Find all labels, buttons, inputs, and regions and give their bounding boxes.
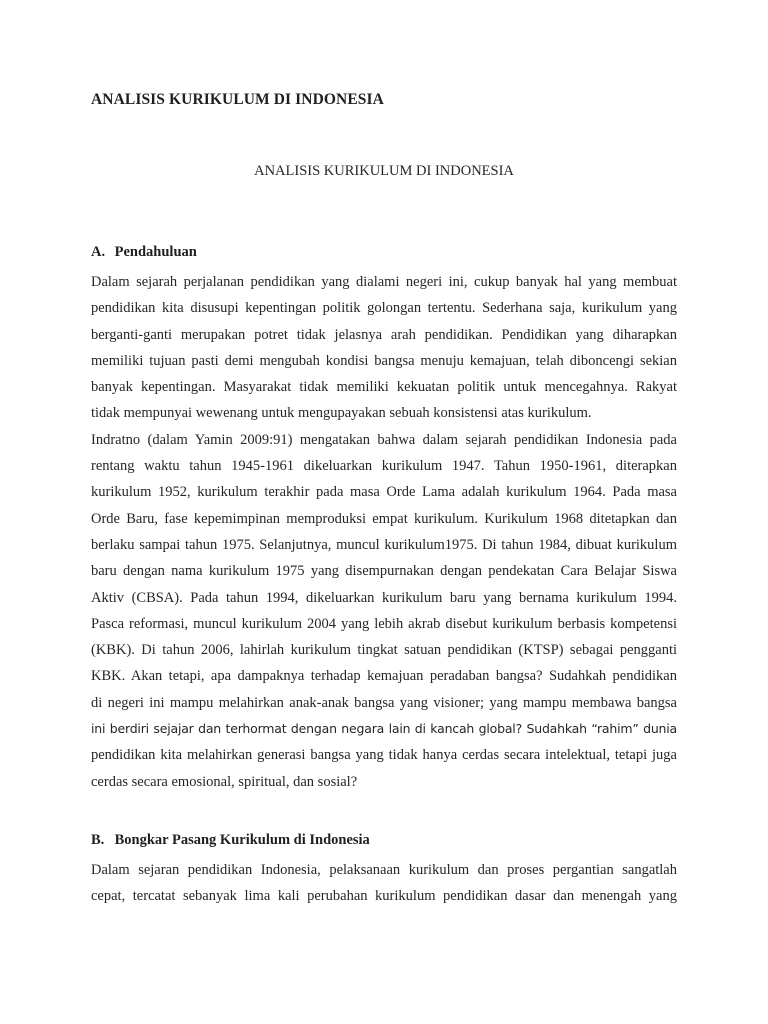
section-b-title: Bongkar Pasang Kurikulum di Indonesia <box>114 832 370 848</box>
text-line: KBK. Akan tetapi, apa dampaknya terhadap kemajuan peradaban bangsa? Sudahkah pendidikan <box>91 668 677 685</box>
text-line: berganti-ganti merupakan potret tidak jelasnya arah pendidikan. Pendidikan yang diharapkan <box>91 326 677 343</box>
section-a-title: Pendahuluan <box>114 244 197 260</box>
text-line: pendidikan kita disusupi kepentingan politik golongan tertentu. Sederhana saja, kurikulum yang <box>91 300 677 317</box>
section-b-number: B. <box>91 832 105 848</box>
text-line: pendidikan kita melahirkan generasi bangsa yang tidak hanya cerdas secara intelektual, tetapi juga <box>91 747 677 764</box>
section-b-body <box>91 857 677 910</box>
text-line: Orde Baru, fase kepemimpinan memproduksi empat kurikulum. Kurikulum 1968 ditetapkan dan <box>91 510 677 527</box>
document-subtitle: ANALISIS KURIKULUM DI INDONESIA <box>254 163 514 179</box>
text-line: rentang waktu tahun 1945-1961 dikeluarkan kurikulum 1947. Tahun 1950-1961, diterapkan <box>91 458 677 475</box>
section-b-heading <box>91 832 370 849</box>
text-line: (KBK). Di tahun 2006, lahirlah kurikulum tingkat satuan pendidikan (KTSP) sebagai pengganti <box>91 642 677 659</box>
text-line: banyak kepentingan. Masyarakat tidak memiliki kekuatan politik untuk mencegahnya. Rakyat <box>91 379 677 396</box>
text-line: cepat, tercatat sebanyak lima kali perubahan kurikulum pendidikan dasar dan menengah yang <box>91 888 677 905</box>
text-line: Aktiv (CBSA). Pada tahun 1994, dikeluarkan kurikulum baru yang bernama kurikulum 1994. <box>91 589 677 606</box>
text-line: kurikulum 1952, kurikulum terakhir pada masa Orde Lama adalah kurikulum 1964. Pada masa <box>91 484 677 501</box>
text-line: Dalam sejarah perjalanan pendidikan yang dialami negeri ini, cukup banyak hal yang membuat <box>91 274 677 290</box>
document-title: ANALISIS KURIKULUM DI INDONESIA <box>91 91 384 108</box>
text-line: cerdas secara emosional, spiritual, dan sosial? <box>91 773 358 790</box>
text-line: di negeri ini mampu melahirkan anak-anak bangsa yang visioner; yang mampu membawa bangsa <box>91 694 677 711</box>
text-line: baru dengan nama kurikulum 1975 yang disempurnakan dengan pendekatan Cara Belajar Siswa <box>91 563 677 580</box>
text-line: tidak mempunyai wewenang untuk mengupayakan sebuah konsistensi atas kurikulum. <box>91 405 592 422</box>
section-a-heading <box>91 244 197 261</box>
section-a-number: A. <box>91 244 106 260</box>
text-line: Indratno (dalam Yamin 2009:91) mengatakan bahwa dalam sejarah pendidikan Indonesia pada <box>91 431 677 448</box>
text-line: ini berdiri sejajar dan terhormat dengan negara lain di kancah global? Sudahkah “rahim” dunia <box>91 721 677 737</box>
text-line: berlaku sampai tahun 1975. Selanjutnya, muncul kurikulum1975. Di tahun 1984, dibuat kurikulum <box>91 536 677 553</box>
text-line: Dalam sejaran pendidikan Indonesia, pelaksanaan kurikulum dan proses pergantian sangatlah <box>91 862 677 878</box>
text-line: Pasca reformasi, muncul kurikulum 2004 yang lebih akrab disebut kurikulum berbasis kompetensi <box>91 615 677 632</box>
section-a-body <box>91 269 677 795</box>
text-line: memiliki tujuan pasti demi mengubah kondisi bangsa menuju kemajuan, telah diboncengi sekian <box>91 352 677 369</box>
